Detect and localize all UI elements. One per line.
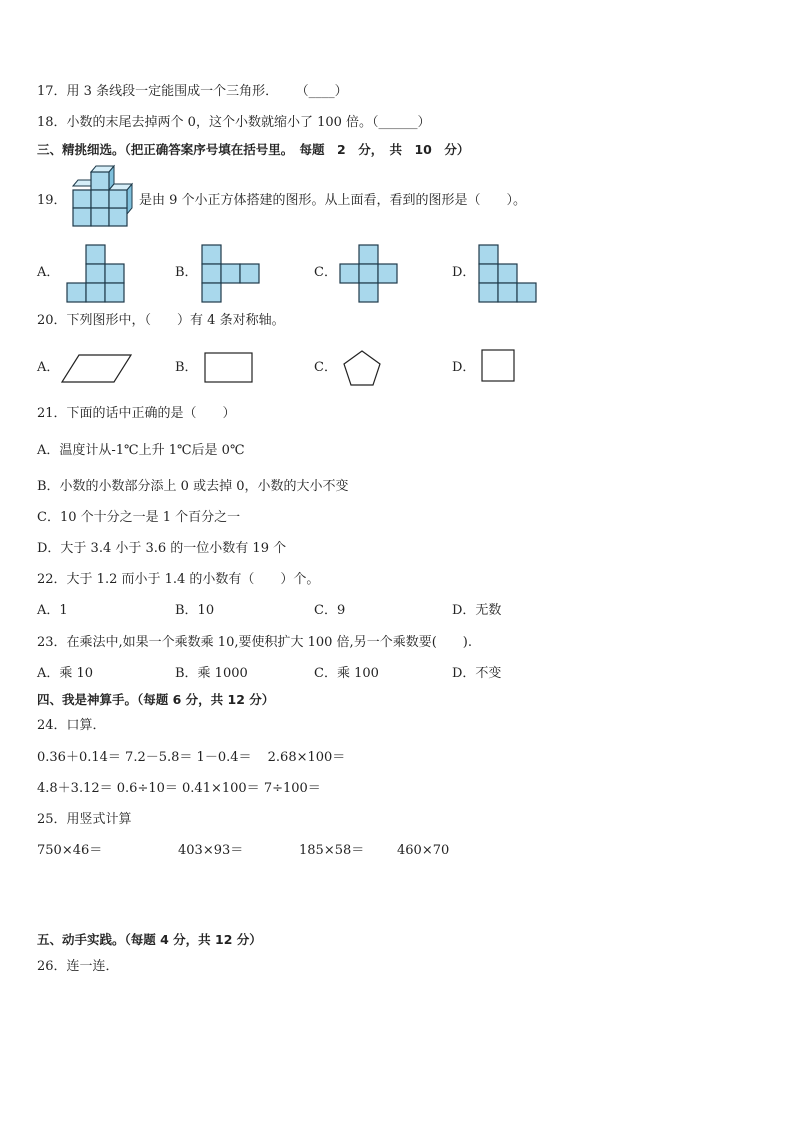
oral-calc-row-2	[37, 780, 321, 798]
question-23: 23．在乘法中,如果一个乘数乘 10,要使积扩大 100 倍,另一个乘数要( ).	[37, 635, 472, 650]
option-d-figure[interactable]	[479, 244, 539, 302]
option-b[interactable]: B．小数的小数部分添上 0 或去掉 0，小数的大小不变	[37, 479, 349, 494]
question-19-number: 19．	[37, 193, 67, 208]
oral-calc-row-1	[37, 749, 345, 767]
option-d[interactable]: D．无数	[452, 603, 502, 618]
question-25: 25．用竖式计算	[37, 812, 132, 827]
question-22: 22．大于 1.2 而小于 1.4 的小数有（ ）个。	[37, 572, 320, 587]
answer-blank[interactable]: （____）	[302, 84, 348, 99]
question-20: 20．下列图形中，（ ）有 4 条对称轴。	[37, 313, 285, 328]
option-c-figure[interactable]	[340, 244, 400, 302]
calc-item: 0.6÷10＝	[116, 781, 178, 796]
parallelogram-shape[interactable]	[62, 354, 134, 384]
option-b-figure[interactable]	[202, 244, 262, 302]
calc-item: 4.8＋3.12＝	[37, 781, 113, 796]
section-5-heading: 五、动手实践。（每题 4 分，共 12 分）	[37, 932, 262, 947]
question-24: 24．口算．	[37, 718, 106, 733]
option-c[interactable]: C．乘 100	[314, 666, 379, 681]
calc-item: 7÷100＝	[263, 781, 321, 796]
option-a[interactable]: A．1	[37, 603, 68, 618]
option-a-figure[interactable]	[67, 244, 127, 302]
option-d[interactable]: D．大于 3.4 小于 3.6 的一位小数有 19 个	[37, 541, 287, 556]
calc-item: 7.2－5.8＝	[125, 750, 193, 765]
question-21: 21．下面的话中正确的是（ ）	[37, 406, 236, 421]
pentagon-shape[interactable]	[342, 350, 382, 386]
vertical-calc-item: 185×58＝	[299, 843, 365, 858]
question-17-text: 17．用 3 条线段一定能围成一个三角形．	[37, 84, 279, 99]
option-b[interactable]: B．10	[175, 603, 215, 618]
vertical-calc-item: 750×46＝	[37, 843, 103, 858]
option-a[interactable]: A．温度计从-1℃上升 1℃后是 0℃	[37, 443, 245, 458]
section-3-heading: 三、精挑细选。（把正确答案序号填在括号里。 每题 2 分， 共 10 分）	[37, 142, 470, 157]
option-b-label[interactable]: B．	[175, 360, 198, 375]
option-c[interactable]: C．9	[314, 603, 346, 618]
vertical-calc-item: 403×93＝	[178, 843, 244, 858]
option-d[interactable]: D．不变	[452, 666, 502, 681]
option-a-label[interactable]: A．	[37, 265, 60, 280]
option-c-label[interactable]: C．	[314, 360, 337, 375]
question-17	[37, 83, 348, 101]
option-d-label[interactable]: D．	[452, 265, 476, 280]
vertical-calc-item: 460×70	[397, 843, 450, 858]
option-d-label[interactable]: D．	[452, 360, 476, 375]
option-c[interactable]: C．10 个十分之一是 1 个百分之一	[37, 510, 241, 525]
option-a[interactable]: A．乘 10	[37, 666, 94, 681]
question-26: 26．连一连．	[37, 959, 119, 974]
question-19-text: 是由 9 个小正方体搭建的图形。从上面看，看到的图形是（ ）。	[139, 193, 527, 208]
section-4-heading: 四、我是神算手。（每题 6 分，共 12 分）	[37, 692, 275, 707]
option-b[interactable]: B．乘 1000	[175, 666, 248, 681]
question-18	[37, 114, 431, 132]
rectangle-shape[interactable]	[204, 352, 254, 384]
square-shape[interactable]	[481, 349, 517, 383]
option-b-label[interactable]: B．	[175, 265, 198, 280]
cube-stack-figure	[68, 166, 140, 232]
option-a-label[interactable]: A．	[37, 360, 60, 375]
calc-item: 2.68×100＝	[267, 750, 346, 765]
calc-item: 0.41×100＝	[182, 781, 260, 796]
answer-blank[interactable]: （______）	[372, 115, 431, 130]
calc-item: 0.36＋0.14＝	[37, 750, 121, 765]
option-c-label[interactable]: C．	[314, 265, 337, 280]
calc-item: 1－0.4＝	[196, 750, 252, 765]
question-18-text: 18．小数的末尾去掉两个 0，这个小数就缩小了 100 倍。	[37, 115, 373, 130]
